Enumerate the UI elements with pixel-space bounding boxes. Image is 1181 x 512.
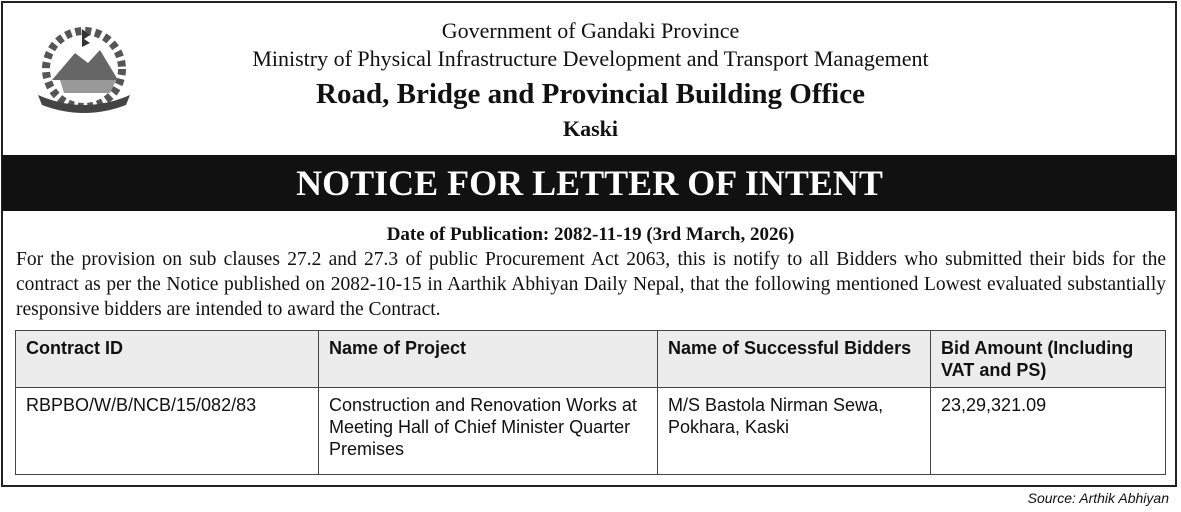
office-name: Road, Bridge and Provincial Building Office bbox=[316, 78, 865, 110]
cell-contract-id: RBPBO/W/B/NCB/15/082/83 bbox=[16, 388, 319, 475]
notice-title: NOTICE FOR LETTER OF INTENT bbox=[2, 155, 1177, 211]
cell-project: Construction and Renovation Works at Meeting Hall of Chief Minister Quarter Premises bbox=[319, 388, 658, 475]
government-line: Government of Gandaki Province bbox=[441, 18, 740, 43]
header-bid-amount: Bid Amount (Including VAT and PS) bbox=[931, 331, 1166, 388]
award-table bbox=[15, 330, 1166, 475]
district-name: Kaski bbox=[562, 116, 619, 141]
cell-bid-amount: 23,29,321.09 bbox=[931, 388, 1166, 475]
publication-date: Date of Publication: 2082-11-19 (3rd March, 2026) bbox=[386, 224, 795, 245]
table-row bbox=[16, 388, 1166, 475]
source-credit: Source: Arthik Abhiyan bbox=[1027, 490, 1169, 506]
notice-body: For the provision on sub clauses 27.2 and 27.3 of public Procurement Act 2063, this is notify to all Bidders who submitted their bids for the contract as per the Notice published on 2082-10-15 in Aarthik Abhiyan Daily Nepal, that the following mentioned Lowest evaluated substantially responsive bidders are intended to award the Contract. bbox=[16, 249, 1166, 320]
table-header-row bbox=[16, 331, 1166, 388]
cell-bidder: M/S Bastola Nirman Sewa, Pokhara, Kaski bbox=[658, 388, 931, 475]
header-bidders: Name of Successful Bidders bbox=[658, 331, 931, 388]
ministry-line: Ministry of Physical Infrastructure Development and Transport Management bbox=[252, 46, 929, 71]
header-contract-id: Contract ID bbox=[16, 331, 319, 388]
header-project: Name of Project bbox=[319, 331, 658, 388]
